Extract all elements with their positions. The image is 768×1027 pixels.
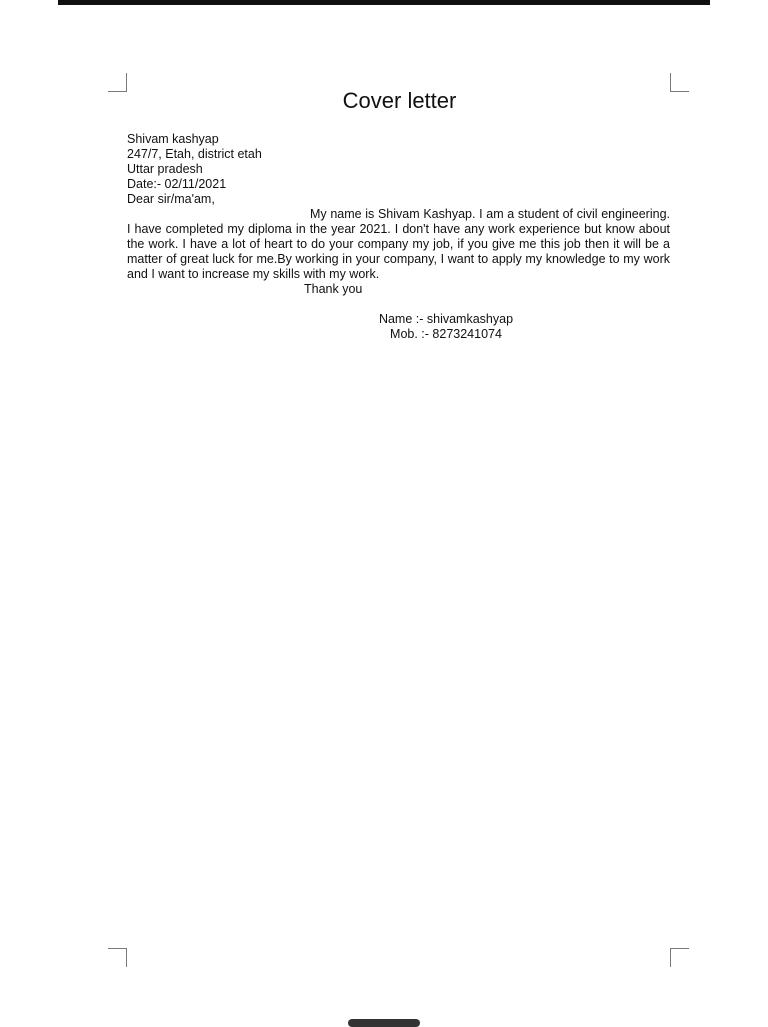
signature-block: [127, 312, 670, 342]
document-page: [127, 88, 670, 342]
page-corner-mark-top-right: [670, 73, 689, 92]
letter-date: Date:- 02/11/2021: [127, 177, 227, 192]
signature-mobile: Mob. :- 8273241074: [390, 327, 502, 342]
sender-address-line1: 247/7, Etah, district etah: [127, 147, 262, 162]
salutation: Dear sir/ma'am,: [127, 192, 215, 207]
signature-mobile-row: [127, 327, 670, 342]
home-indicator[interactable]: [348, 1019, 420, 1027]
letter-body: My name is Shivam Kashyap. I am a student of civil engineering. I have completed my diploma in the year 2021. I don't have any work experience but know about the work. I have a lot of heart to do your company my job, if you give me this job then it will be a matter of great luck for me.By working in your company, I want to apply my knowledge to my work and I want to increase my skills with my work.: [127, 207, 670, 282]
page-corner-mark-bottom-right: [670, 948, 689, 967]
closing: Thank you: [304, 282, 363, 297]
document-title: Cover letter: [342, 88, 457, 113]
sender-name: Shivam kashyap: [127, 132, 219, 147]
top-status-bar: [58, 0, 710, 5]
sender-block: [127, 132, 670, 207]
page-corner-mark-bottom-left: [108, 948, 127, 967]
signature-name-row: [127, 312, 670, 327]
signature-name: Name :- shivamkashyap: [378, 312, 514, 327]
page-corner-mark-top-left: [108, 73, 127, 92]
sender-address-line2: Uttar pradesh: [127, 162, 203, 177]
